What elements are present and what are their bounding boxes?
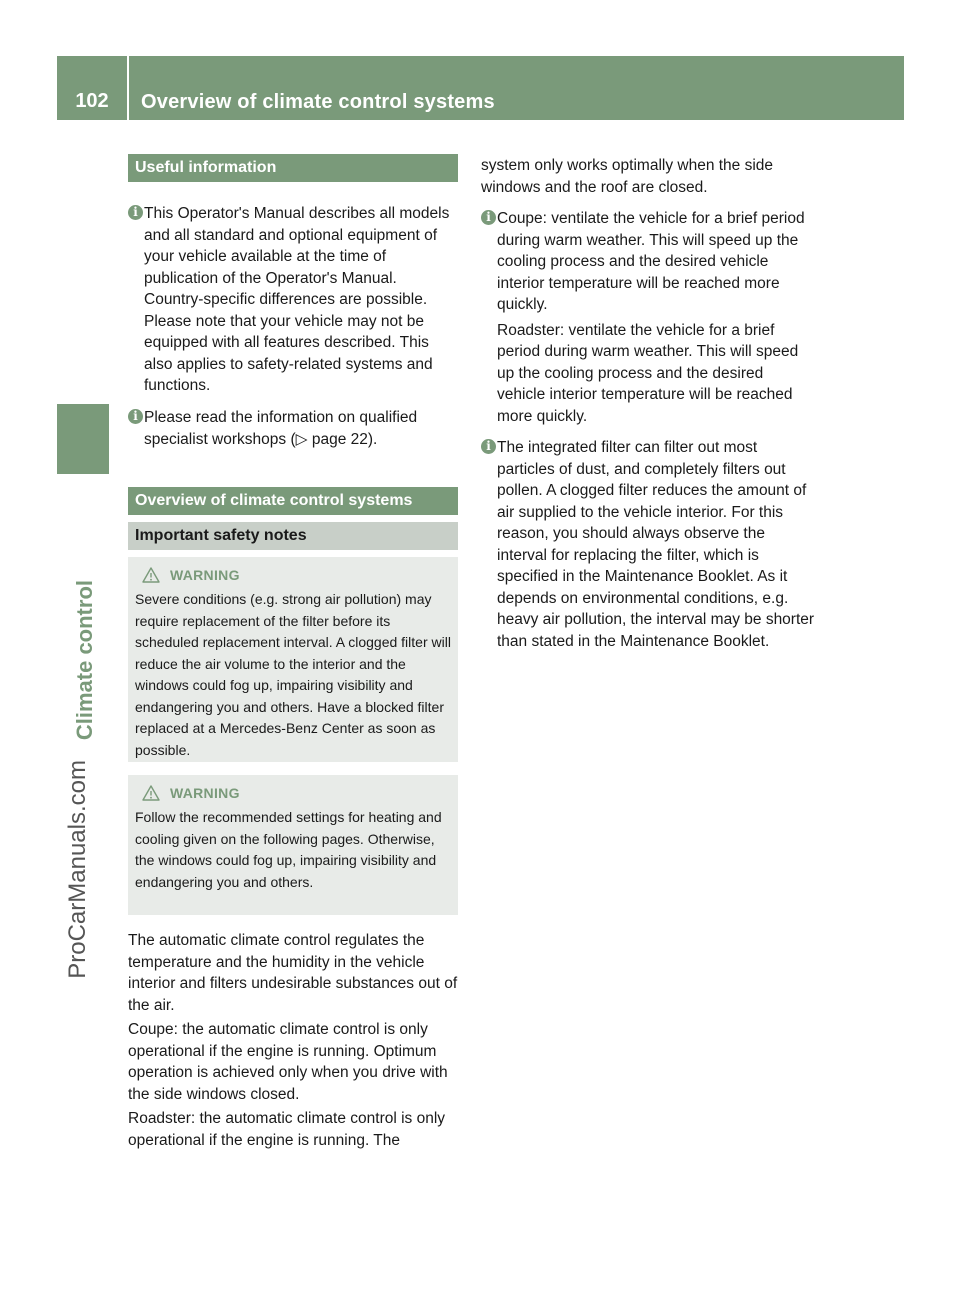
chapter-label: Climate control (72, 580, 97, 741)
body-paragraph: The automatic climate control regulates the temperature and the humidity in the vehicle interior and filters undesirable substances out of the air. (128, 932, 458, 1014)
info-text: This Operator's Manual describes all models and all standard and optional equipment of your vehicle available at the time of publication of the Operator's Manual. Country-specific differences are possible. Please note that your vehicle may not be equipped with all features described. This also applies to safety-related systems and functions. (144, 205, 450, 394)
info-icon: i (481, 439, 496, 454)
warning-triangle-icon (142, 567, 160, 583)
header-divider (127, 56, 129, 120)
page-header (57, 56, 904, 120)
safety-notes-heading: Important safety notes (128, 522, 458, 550)
page-number: 102 (75, 90, 109, 112)
info-subtext: Roadster: ventilate the vehicle for a brief period during warm weather. This will speed up the cooling process and the desired vehicle interior temperature will be reached more quickly. (497, 321, 799, 425)
body-paragraph: system only works optimally when the side windows and the roof are closed. (481, 157, 774, 196)
info-text: Coupe: ventilate the vehicle for a brief period during warm weather. This will speed up the cooling process and the desired vehicle interior temperature will be reached more quickly. (497, 210, 805, 313)
body-paragraph: Coupe: the automatic climate control is only operational if the engine is running. Optimum operation is achieved only when you drive with the side windows closed. (128, 1021, 448, 1103)
warning-header (135, 783, 451, 803)
info-icon: i (128, 409, 143, 424)
warning-text: Severe conditions (e.g. strong air pollution) may require replacement of the filter before its scheduled replacement interval. A clogged filter will reduce the air volume to the interior and the windows could fog up, impairing visibility and endangering you and others. Have a blocked filter replaced at a Mercedes-Benz Center as soon as possible. (135, 591, 451, 758)
info-icon: i (481, 210, 496, 225)
warning-box (128, 557, 458, 762)
page-title: Overview of climate control systems (141, 91, 495, 113)
info-text: The integrated filter can filter out most particles of dust, and completely filters out pollen. A clogged filter reduces the amount of air supplied to the vehicle interior. For this reason, you should always observe the interval for replacing the filter, which is specified in the Maintenance Booklet. As it depends on environmental conditions, e.g. heavy air pollution, the interval may be shorter than stated in the Maintenance Booklet. (497, 439, 815, 650)
warning-text: Follow the recommended settings for heating and cooling given on the following pages. Otherwise, the windows could fog up, impairing visibility and endangering you and others. (135, 809, 442, 890)
warning-label: WARNING (170, 785, 240, 801)
body-paragraph: Roadster: the automatic climate control is only operational if the engine is running. The (128, 1110, 446, 1149)
useful-info-heading: Useful information (128, 154, 458, 182)
watermark: ProCarManuals.com (64, 760, 91, 979)
side-labels (64, 580, 104, 979)
info-item (128, 407, 460, 450)
overview-heading: Overview of climate control systems (128, 487, 458, 515)
warning-triangle-icon (142, 785, 160, 801)
info-item (481, 208, 815, 427)
info-text: Please read the information on qualified specialist workshops (▷ page 22). (144, 409, 418, 448)
warning-header (135, 565, 451, 585)
info-item (481, 437, 815, 652)
warning-label: WARNING (170, 567, 240, 583)
info-icon: i (128, 205, 143, 220)
warning-box (128, 775, 458, 915)
info-item (128, 203, 460, 397)
chapter-tab (57, 404, 109, 474)
